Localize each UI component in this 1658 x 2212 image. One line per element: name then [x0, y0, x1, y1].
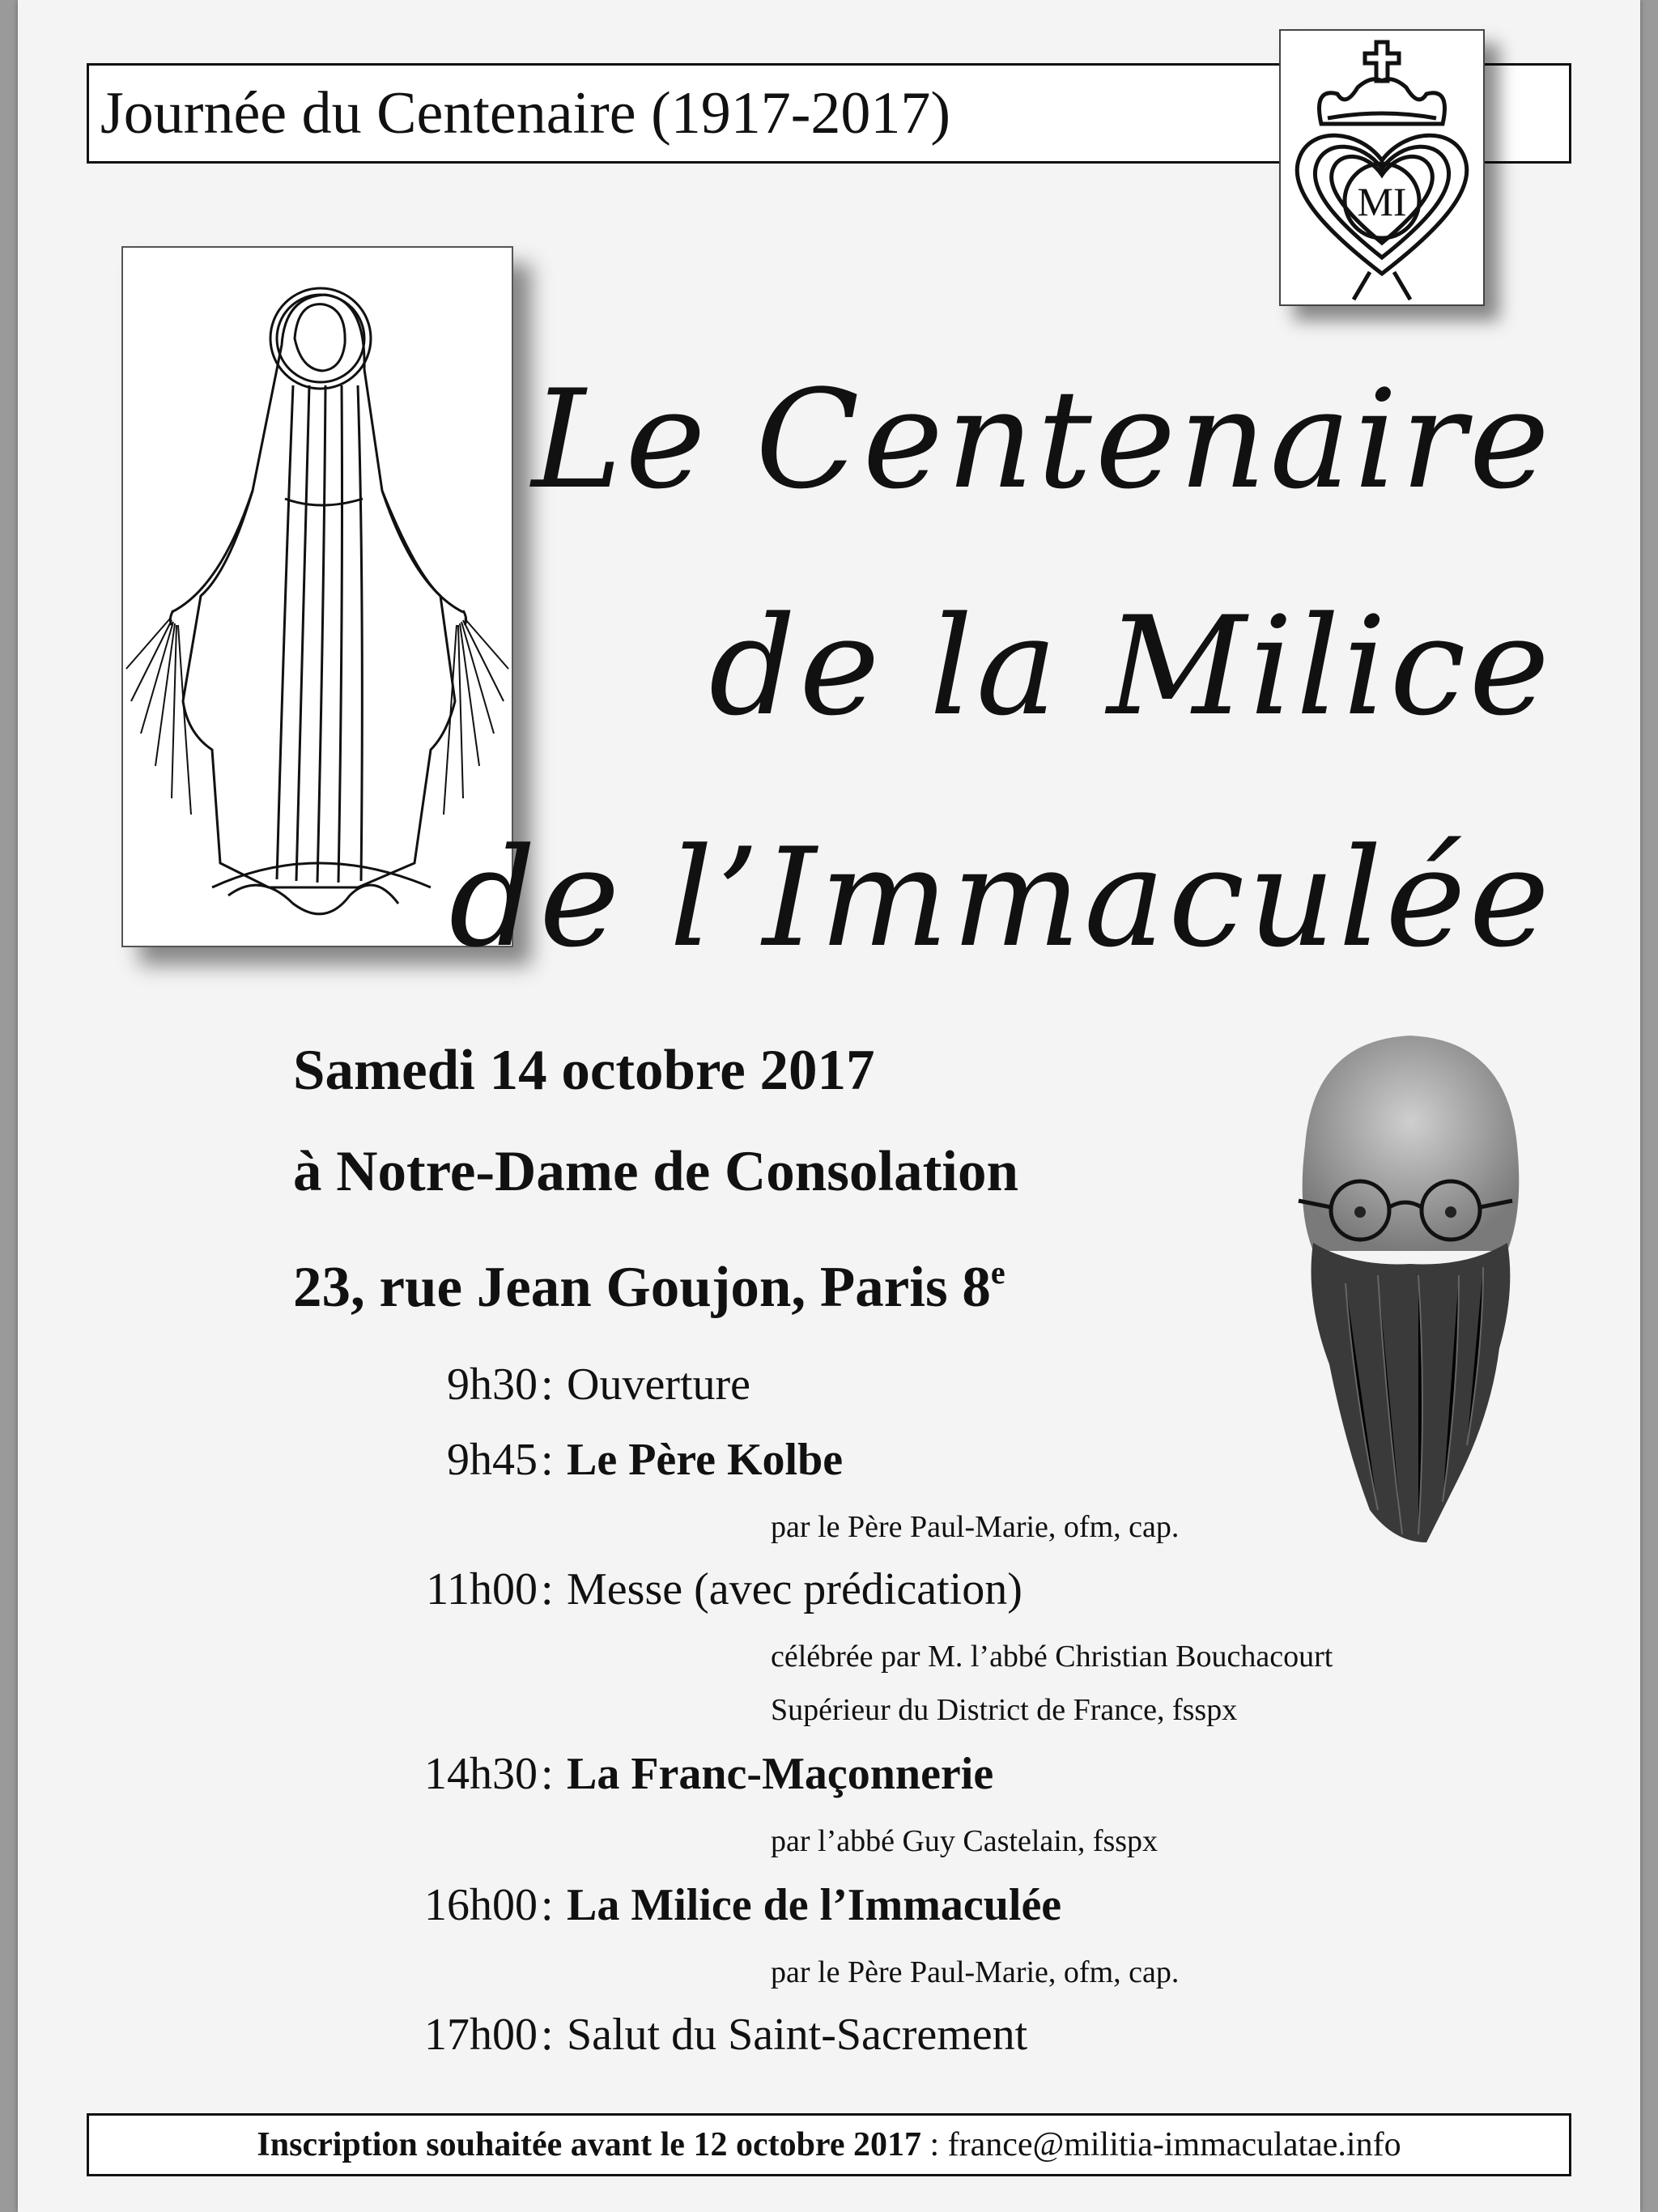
schedule-colon: : [541, 1880, 554, 1930]
logo-monogram: MI [1357, 179, 1407, 224]
schedule-speaker: par le Père Paul-Marie, ofm, cap. [771, 1955, 1180, 1989]
schedule-speaker: Supérieur du District de France, fsspx [771, 1693, 1238, 1727]
schedule-time: 17h00 [424, 2010, 538, 2060]
page-title: Journée du Centenaire (1917-2017) [100, 80, 951, 147]
schedule-time: 9h45 [447, 1435, 538, 1485]
flyer-page [18, 0, 1640, 2212]
schedule-time: 14h30 [424, 1749, 538, 1799]
portrait-icon [1256, 1024, 1548, 1546]
schedule-title: La Franc-Maçonnerie [567, 1749, 994, 1799]
schedule-speaker: par l’abbé Guy Castelain, fsspx [771, 1824, 1158, 1858]
registration-line [89, 2124, 1569, 2166]
schedule-speaker: célébrée par M. l’abbé Christian Bouchacourt [771, 1640, 1333, 1674]
event-date: Samedi 14 octobre 2017 [293, 1039, 875, 1102]
registration-email[interactable]: france@militia-immaculatae.info [947, 2126, 1401, 2163]
schedule-time: 16h00 [424, 1880, 538, 1930]
event-address-text: 23, rue Jean Goujon, Paris 8 [293, 1256, 991, 1319]
schedule-colon: : [541, 1564, 554, 1614]
schedule-title: Salut du Saint-Sacrement [567, 2010, 1028, 2060]
schedule-colon: : [541, 1359, 554, 1410]
schedule-colon: : [541, 2010, 554, 2060]
headline-line-1: Le Centenaire [531, 360, 1553, 519]
father-kolbe-portrait [1256, 1024, 1548, 1546]
headline-line-3: de l’Immaculée [449, 819, 1553, 977]
schedule-title: Messe (avec prédication) [567, 1564, 1022, 1614]
schedule-colon: : [541, 1435, 554, 1485]
mi-logo [1279, 29, 1485, 306]
schedule-title: Le Père Kolbe [567, 1435, 844, 1485]
event-address-sup: e [990, 1254, 1005, 1291]
registration-notice: Inscription souhaitée avant le 12 octobre 2017 [257, 2126, 921, 2163]
schedule-title: Ouverture [567, 1359, 751, 1410]
crowned-heart-icon [1281, 31, 1483, 304]
schedule-time: 11h00 [426, 1564, 538, 1614]
schedule-speaker: par le Père Paul-Marie, ofm, cap. [771, 1510, 1180, 1544]
event-place: à Notre-Dame de Consolation [293, 1140, 1018, 1203]
registration-separator: : [920, 2126, 948, 2163]
registration-box [87, 2113, 1571, 2176]
headline-line-2: de la Milice [708, 587, 1553, 746]
schedule-title: La Milice de l’Immaculée [567, 1880, 1062, 1930]
event-address [293, 1239, 1005, 1321]
schedule-time: 9h30 [447, 1359, 538, 1410]
schedule-colon: : [541, 1749, 554, 1799]
